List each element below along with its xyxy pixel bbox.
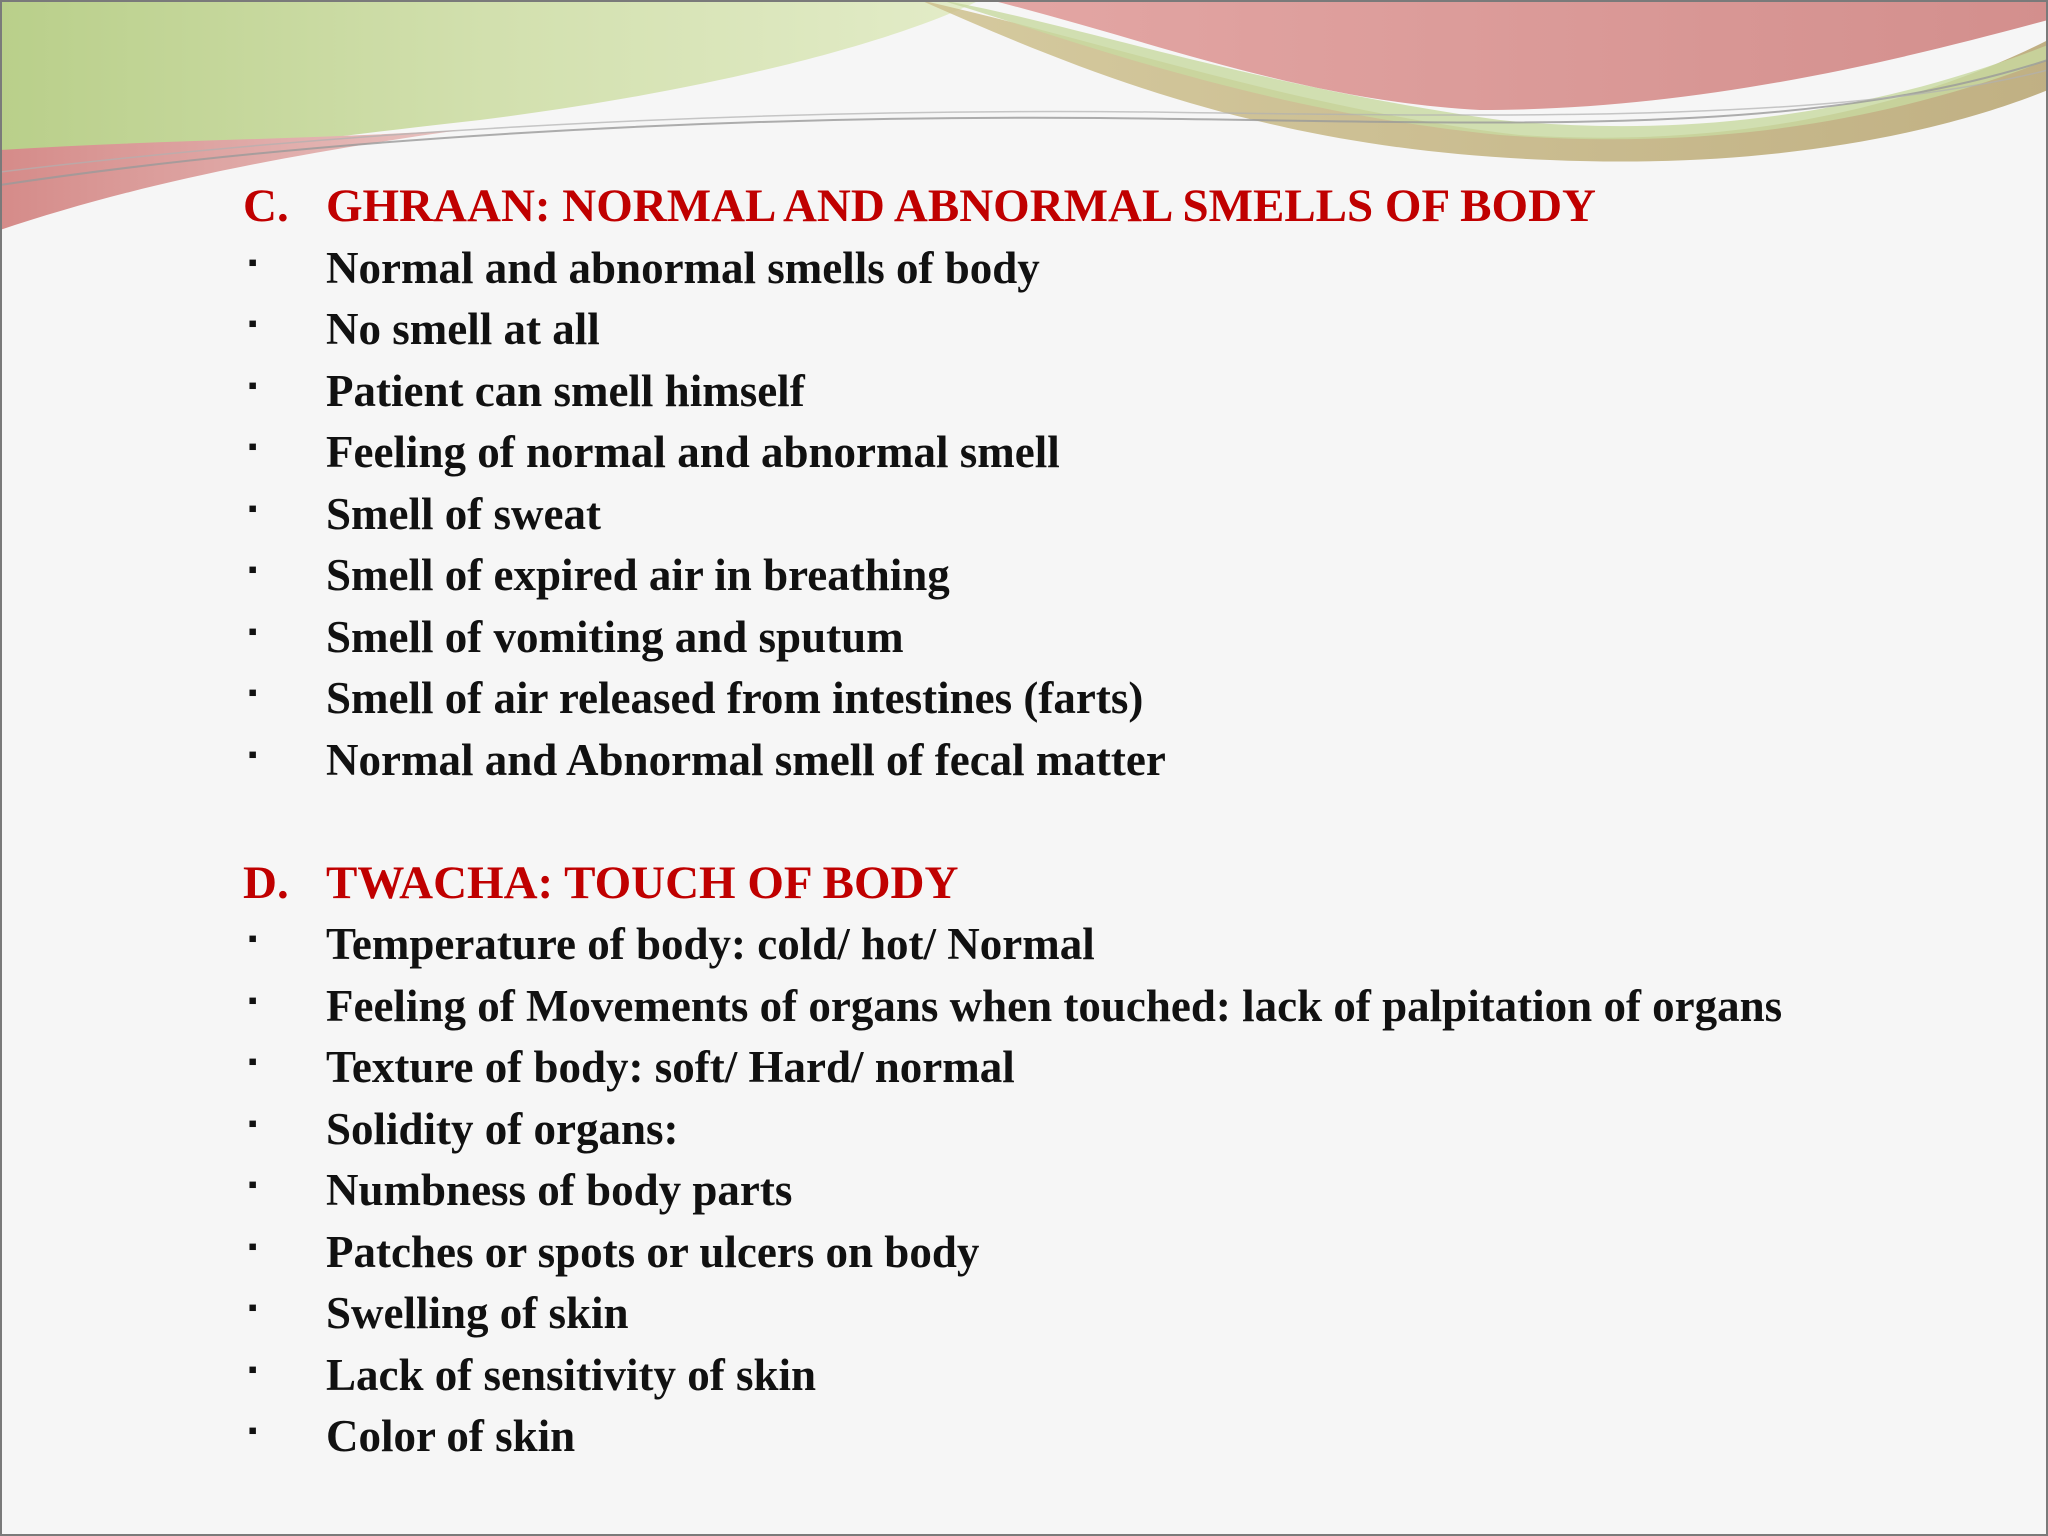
list-item: ▪ Texture of body: soft/ Hard/ normal (243, 1037, 1943, 1099)
section-twacha (243, 853, 1943, 1468)
square-bullet-icon: ▪ (248, 1047, 258, 1076)
list-item: ▪ Temperature of body: cold/ hot/ Normal (243, 914, 1943, 976)
list-item: ▪ Smell of sweat (243, 484, 1943, 546)
list-item: ▪ Smell of vomiting and sputum (243, 607, 1943, 669)
square-bullet-icon: ▪ (248, 1108, 258, 1138)
list-item: ▪ Patient can smell himself (243, 361, 1943, 423)
section-letter: D. (243, 856, 289, 909)
slide-content (243, 176, 1943, 1468)
list-item: ▪ Solidity of organs: (243, 1099, 1943, 1161)
square-bullet-icon: ▪ (248, 1354, 258, 1384)
list-item: ▪ Lack of sensitivity of skin (243, 1345, 1943, 1407)
square-bullet-icon: ▪ (248, 924, 258, 953)
square-bullet-icon: ▪ (248, 370, 258, 400)
square-bullet-icon: ▪ (248, 309, 258, 338)
section-title: GHRAAN: NORMAL AND ABNORMAL SMELLS OF BODY (326, 180, 1596, 232)
list-item: ▪ Normal and abnormal smells of body (243, 238, 1943, 300)
square-bullet-icon: ▪ (248, 739, 258, 769)
bullet-list (243, 914, 1943, 1468)
list-item: ▪ Numbness of body parts (243, 1160, 1943, 1222)
section-heading (243, 176, 1943, 238)
square-bullet-icon: ▪ (248, 985, 258, 1015)
square-bullet-icon: ▪ (248, 1293, 258, 1322)
list-item: ▪ Smell of air released from intestines (farts) (243, 668, 1943, 730)
square-bullet-icon: ▪ (248, 493, 258, 523)
square-bullet-icon: ▪ (248, 555, 258, 584)
list-item: ▪ Swelling of skin (243, 1283, 1943, 1345)
list-item: ▪ Feeling of Movements of organs when touched: lack of palpitation of organs (243, 976, 1943, 1038)
square-bullet-icon: ▪ (248, 678, 258, 707)
square-bullet-icon: ▪ (248, 1231, 258, 1261)
square-bullet-icon: ▪ (248, 616, 258, 646)
bullet-list (243, 238, 1943, 792)
section-title: TWACHA: TOUCH OF BODY (326, 856, 959, 909)
list-item: ▪ Smell of expired air in breathing (243, 545, 1943, 607)
section-heading (243, 853, 1943, 915)
list-item: ▪ No smell at all (243, 299, 1943, 361)
square-bullet-icon: ▪ (248, 432, 258, 461)
list-item: ▪ Normal and Abnormal smell of fecal matter (243, 730, 1943, 792)
section-letter: C. (243, 180, 289, 232)
square-bullet-icon: ▪ (248, 1170, 258, 1199)
list-item: ▪ Color of skin (243, 1406, 1943, 1468)
section-spacer (243, 791, 1943, 853)
square-bullet-icon: ▪ (248, 247, 258, 277)
list-item: ▪ Feeling of normal and abnormal smell (243, 422, 1943, 484)
list-item: ▪ Patches or spots or ulcers on body (243, 1222, 1943, 1284)
section-ghraan (243, 176, 1943, 791)
square-bullet-icon: ▪ (248, 1416, 258, 1445)
